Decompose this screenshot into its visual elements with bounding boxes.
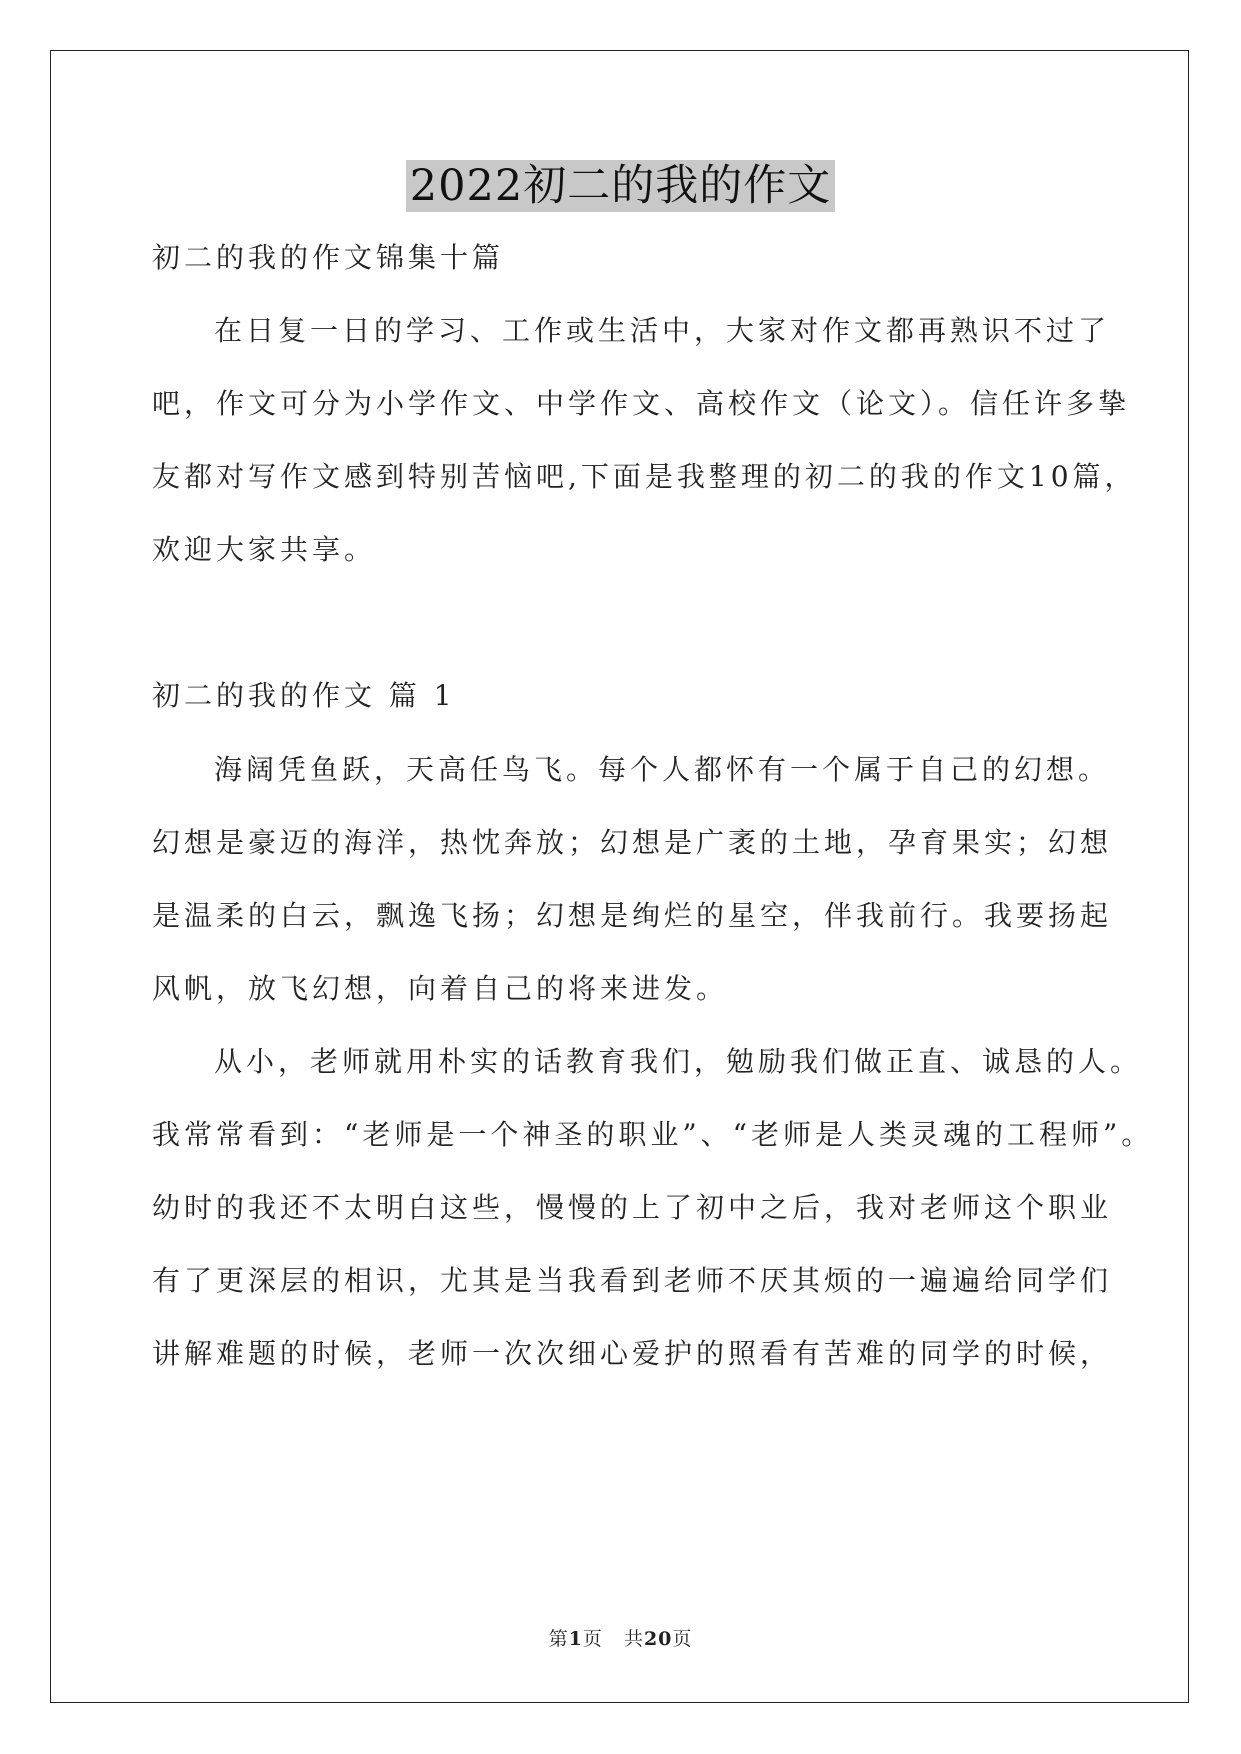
footer-page-number: 1 [568, 1628, 583, 1650]
paragraph-line: 幻想是豪迈的海洋，热忱奔放；幻想是广袤的土地，孕育果实；幻想 [152, 826, 1113, 859]
document-subtitle: 初二的我的作文锦集十篇 [152, 241, 505, 274]
paragraph-line: 幼时的我还不太明白这些，慢慢的上了初中之后，我对老师这个职业 [152, 1191, 1113, 1224]
intro-line: 欢迎大家共享。 [152, 533, 377, 566]
paragraph-line: 讲解难题的时候，老师一次次细心爱护的照看有苦难的同学的时候， [152, 1337, 1113, 1370]
title-container [0, 160, 1241, 212]
paragraph-line: 是温柔的白云，飘逸飞扬；幻想是绚烂的星空，伴我前行。我要扬起 [152, 899, 1113, 932]
intro-line: 吧，作文可分为小学作文、中学作文、高校作文（论文）。信任许多挚 [152, 387, 1131, 420]
page-footer [0, 1624, 1241, 1651]
footer-total-pages: 20 [643, 1628, 673, 1650]
document-title: 2022初二的我的作文 [406, 160, 835, 212]
intro-line: 在日复一日的学习、工作或生活中，大家对作文都再熟识不过了 [214, 314, 1111, 347]
paragraph-line: 海阔凭鱼跃，天高任鸟飞。每个人都怀有一个属于自己的幻想。 [214, 753, 1111, 786]
paragraph-line: 从小，老师就用朴实的话教育我们，勉励我们做正直、诚恳的人。 [214, 1045, 1143, 1078]
intro-line: 友都对写作文感到特别苦恼吧,下面是我整理的初二的我的作文10篇， [152, 460, 1137, 493]
footer-suffix: 页 [672, 1628, 693, 1650]
footer-mid: 页 共 [582, 1628, 644, 1650]
paragraph-line: 有了更深层的相识，尤其是当我看到老师不厌其烦的一遍遍给同学们 [152, 1264, 1113, 1297]
section-heading: 初二的我的作文 篇 1 [152, 679, 456, 712]
paragraph-line: 我常常看到：“老师是一个神圣的职业”、“老师是人类灵魂的工程师”。 [152, 1118, 1154, 1151]
footer-prefix: 第 [548, 1628, 569, 1650]
page-border [50, 50, 1189, 1703]
paragraph-line: 风帆，放飞幻想，向着自己的将来进发。 [152, 972, 729, 1005]
